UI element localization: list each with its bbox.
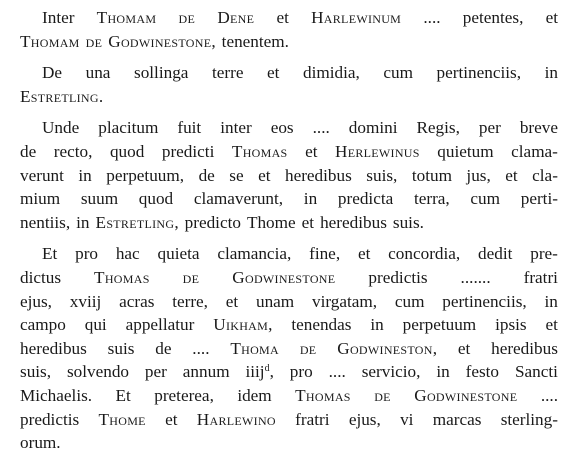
word: nentiis, bbox=[20, 212, 71, 232]
word: de bbox=[198, 165, 215, 185]
word: suis bbox=[107, 338, 135, 358]
word: .... bbox=[328, 362, 346, 382]
word: clamancia, bbox=[217, 244, 292, 264]
word: suis. bbox=[392, 212, 424, 232]
word: Uikham, bbox=[213, 315, 273, 335]
paragraph-gap bbox=[20, 108, 558, 116]
paragraph bbox=[20, 116, 558, 234]
proper-name: Estretling bbox=[20, 86, 99, 106]
word bbox=[183, 266, 200, 290]
word bbox=[335, 140, 420, 164]
word: per bbox=[478, 118, 501, 138]
text-line bbox=[20, 408, 558, 432]
word: suis, bbox=[20, 362, 52, 382]
word: Regis, bbox=[416, 118, 460, 138]
word: in bbox=[544, 63, 558, 83]
word: marcas bbox=[432, 409, 482, 429]
word bbox=[232, 266, 335, 290]
text-line bbox=[20, 6, 558, 30]
word: Et bbox=[115, 385, 131, 405]
word: et bbox=[267, 63, 280, 83]
word: et bbox=[305, 141, 318, 161]
word: ....... bbox=[460, 267, 491, 287]
word: qui bbox=[84, 315, 107, 335]
word: Et bbox=[42, 244, 58, 264]
word: idem bbox=[237, 385, 272, 405]
word: cum bbox=[394, 291, 425, 311]
paragraph bbox=[20, 61, 558, 108]
word: perti- bbox=[520, 189, 558, 209]
word: fuit bbox=[177, 118, 202, 138]
word: servicio, bbox=[361, 362, 421, 382]
word: acras bbox=[119, 291, 155, 311]
word: placitum bbox=[98, 118, 159, 138]
word: Michaelis. bbox=[20, 385, 93, 405]
proper-name: Thoma bbox=[230, 338, 279, 358]
word: fratri bbox=[523, 267, 558, 287]
word: heredibus bbox=[491, 338, 558, 358]
word: virgatam, bbox=[311, 291, 378, 311]
proper-name: Thomam bbox=[96, 8, 157, 27]
word bbox=[295, 384, 351, 408]
word: pre- bbox=[530, 244, 558, 264]
word: heredibus bbox=[320, 212, 387, 232]
word: eos bbox=[270, 118, 294, 138]
proper-name: de bbox=[182, 267, 200, 287]
word: domini bbox=[348, 118, 398, 138]
proper-name: de bbox=[299, 338, 317, 358]
word: una bbox=[85, 63, 111, 83]
word: dedit bbox=[478, 244, 513, 264]
word: predicti bbox=[161, 141, 215, 161]
word: Godwineston, bbox=[337, 338, 438, 358]
word bbox=[94, 266, 150, 290]
proper-name: de bbox=[178, 8, 196, 27]
paragraph-gap bbox=[20, 53, 558, 61]
word: clamaverunt, bbox=[193, 189, 284, 209]
word: per bbox=[144, 362, 167, 382]
word: Estretling, bbox=[95, 212, 179, 232]
word: sterling- bbox=[500, 409, 558, 429]
word: .... bbox=[423, 8, 441, 27]
proper-name: Godwineston bbox=[337, 338, 433, 358]
word: Estretling. bbox=[20, 86, 104, 106]
text-line bbox=[20, 337, 558, 361]
paragraph bbox=[20, 6, 558, 53]
word: Godwinestone, bbox=[108, 31, 216, 51]
word: et bbox=[457, 338, 471, 358]
word bbox=[97, 6, 157, 30]
text-line bbox=[20, 211, 558, 235]
word: solvendo bbox=[66, 362, 130, 382]
word: .... bbox=[540, 385, 558, 405]
word: Unde bbox=[42, 118, 80, 138]
word: campo bbox=[20, 315, 66, 335]
word: pertinenciis, bbox=[436, 63, 522, 83]
text-line bbox=[20, 313, 558, 337]
text-line bbox=[20, 164, 558, 188]
word: unam bbox=[255, 291, 295, 311]
word: de bbox=[20, 141, 37, 161]
word: petentes, bbox=[462, 8, 524, 27]
word: terre bbox=[212, 63, 244, 83]
paragraph-gap bbox=[20, 234, 558, 242]
word: orum. bbox=[20, 433, 61, 453]
word: recto, bbox=[53, 141, 93, 161]
word: in bbox=[78, 165, 92, 185]
word: terra, bbox=[413, 189, 450, 209]
proper-name: Uikham bbox=[213, 315, 269, 335]
word: Thome bbox=[246, 212, 296, 232]
word: perpetuum, bbox=[106, 165, 185, 185]
text-line bbox=[20, 187, 558, 211]
word: festo bbox=[465, 362, 500, 382]
word: inter bbox=[220, 118, 252, 138]
proper-name: Thomas bbox=[231, 141, 288, 161]
word: tenentem. bbox=[221, 31, 289, 51]
word: dimidia, bbox=[303, 63, 360, 83]
proper-name: Thome bbox=[98, 409, 146, 429]
word: predictis bbox=[368, 267, 428, 287]
word: breve bbox=[519, 118, 558, 138]
word: predicto bbox=[184, 212, 241, 232]
word bbox=[230, 337, 279, 361]
word: in bbox=[436, 362, 450, 382]
word: et bbox=[225, 291, 239, 311]
word: concordia, bbox=[388, 244, 461, 264]
word: hac bbox=[115, 244, 140, 264]
word: iiij$^d$, bbox=[245, 362, 274, 382]
word: cum bbox=[383, 63, 413, 83]
text-line bbox=[20, 61, 558, 85]
text-line bbox=[20, 85, 558, 109]
paragraph bbox=[20, 242, 558, 454]
word: Sancti bbox=[514, 362, 558, 382]
document-page bbox=[20, 6, 558, 455]
word: quod bbox=[109, 141, 145, 161]
proper-name: Godwinestone bbox=[414, 385, 518, 405]
proper-name: Herlewinus bbox=[335, 141, 420, 161]
word bbox=[311, 6, 401, 30]
word bbox=[179, 6, 196, 30]
word: annum bbox=[182, 362, 230, 382]
word: cum bbox=[470, 189, 501, 209]
word: et bbox=[258, 165, 271, 185]
word: vi bbox=[400, 409, 414, 429]
word: quod bbox=[138, 189, 174, 209]
word bbox=[20, 30, 80, 54]
word: ejus, bbox=[348, 409, 381, 429]
superscript: d bbox=[264, 363, 270, 375]
proper-name: Harlewino bbox=[196, 409, 276, 429]
word: predictis bbox=[20, 409, 80, 429]
word: preterea, bbox=[154, 385, 214, 405]
word: pro bbox=[75, 244, 99, 264]
text-line bbox=[20, 431, 558, 455]
word: predicta bbox=[337, 189, 394, 209]
word: quieta bbox=[157, 244, 200, 264]
word: tenendas bbox=[291, 315, 352, 335]
text-line bbox=[20, 242, 558, 266]
word: pertinenciis, bbox=[442, 291, 527, 311]
word: verunt bbox=[20, 165, 64, 185]
word: fratri bbox=[295, 409, 330, 429]
word: .... bbox=[312, 118, 330, 138]
text-line bbox=[20, 140, 558, 164]
proper-name: Dene bbox=[217, 8, 255, 27]
word: De bbox=[42, 63, 63, 83]
word: dictus bbox=[20, 267, 62, 287]
word: heredibus bbox=[20, 338, 87, 358]
text-line bbox=[20, 384, 558, 408]
word: jus, bbox=[466, 165, 491, 185]
text-line bbox=[20, 30, 558, 54]
word: xviij bbox=[69, 291, 102, 311]
word: in bbox=[370, 315, 384, 335]
word bbox=[86, 30, 103, 54]
word bbox=[232, 140, 288, 164]
word: de bbox=[155, 338, 172, 358]
word: suis, bbox=[366, 165, 398, 185]
word: et bbox=[301, 212, 315, 232]
proper-name: Harlewinum bbox=[311, 8, 402, 27]
proper-name: de bbox=[374, 385, 391, 405]
text-line bbox=[20, 360, 558, 384]
proper-name: Godwinestone bbox=[232, 267, 336, 287]
text-line bbox=[20, 290, 558, 314]
word: cla- bbox=[532, 165, 558, 185]
word: sollinga bbox=[134, 63, 189, 83]
word: in bbox=[544, 291, 558, 311]
word: et bbox=[165, 409, 178, 429]
word: in bbox=[303, 189, 318, 209]
proper-name: Estretling bbox=[95, 212, 175, 232]
word bbox=[300, 337, 317, 361]
word: heredibus bbox=[284, 165, 352, 185]
word: quietum bbox=[437, 141, 494, 161]
word: et bbox=[276, 8, 289, 27]
word: suum bbox=[80, 189, 119, 209]
word: appellatur bbox=[125, 315, 195, 335]
word: et bbox=[357, 244, 371, 264]
word: et bbox=[545, 8, 558, 27]
word: perpetuum bbox=[402, 315, 477, 335]
word: se bbox=[229, 165, 244, 185]
word: pro bbox=[289, 362, 313, 382]
word: totum bbox=[411, 165, 452, 185]
proper-name: Thomam bbox=[20, 31, 80, 51]
proper-name: de bbox=[85, 31, 103, 51]
text-line bbox=[20, 266, 558, 290]
proper-name: Thomas bbox=[94, 267, 150, 287]
word bbox=[217, 6, 254, 30]
word bbox=[374, 384, 391, 408]
word: clama- bbox=[511, 141, 558, 161]
word: mium bbox=[20, 189, 61, 209]
proper-name: Thomas bbox=[295, 385, 351, 405]
word: ipsis bbox=[495, 315, 527, 335]
word: et bbox=[545, 315, 558, 335]
word: Inter bbox=[42, 8, 75, 27]
word bbox=[98, 408, 145, 432]
proper-name: Godwinestone bbox=[108, 31, 212, 51]
text-line bbox=[20, 116, 558, 140]
word: terre, bbox=[172, 291, 208, 311]
word: in bbox=[76, 212, 90, 232]
word bbox=[197, 408, 276, 432]
word bbox=[414, 384, 517, 408]
word: ejus, bbox=[20, 291, 52, 311]
word: fine, bbox=[309, 244, 341, 264]
word: .... bbox=[192, 338, 210, 358]
word: et bbox=[505, 165, 518, 185]
